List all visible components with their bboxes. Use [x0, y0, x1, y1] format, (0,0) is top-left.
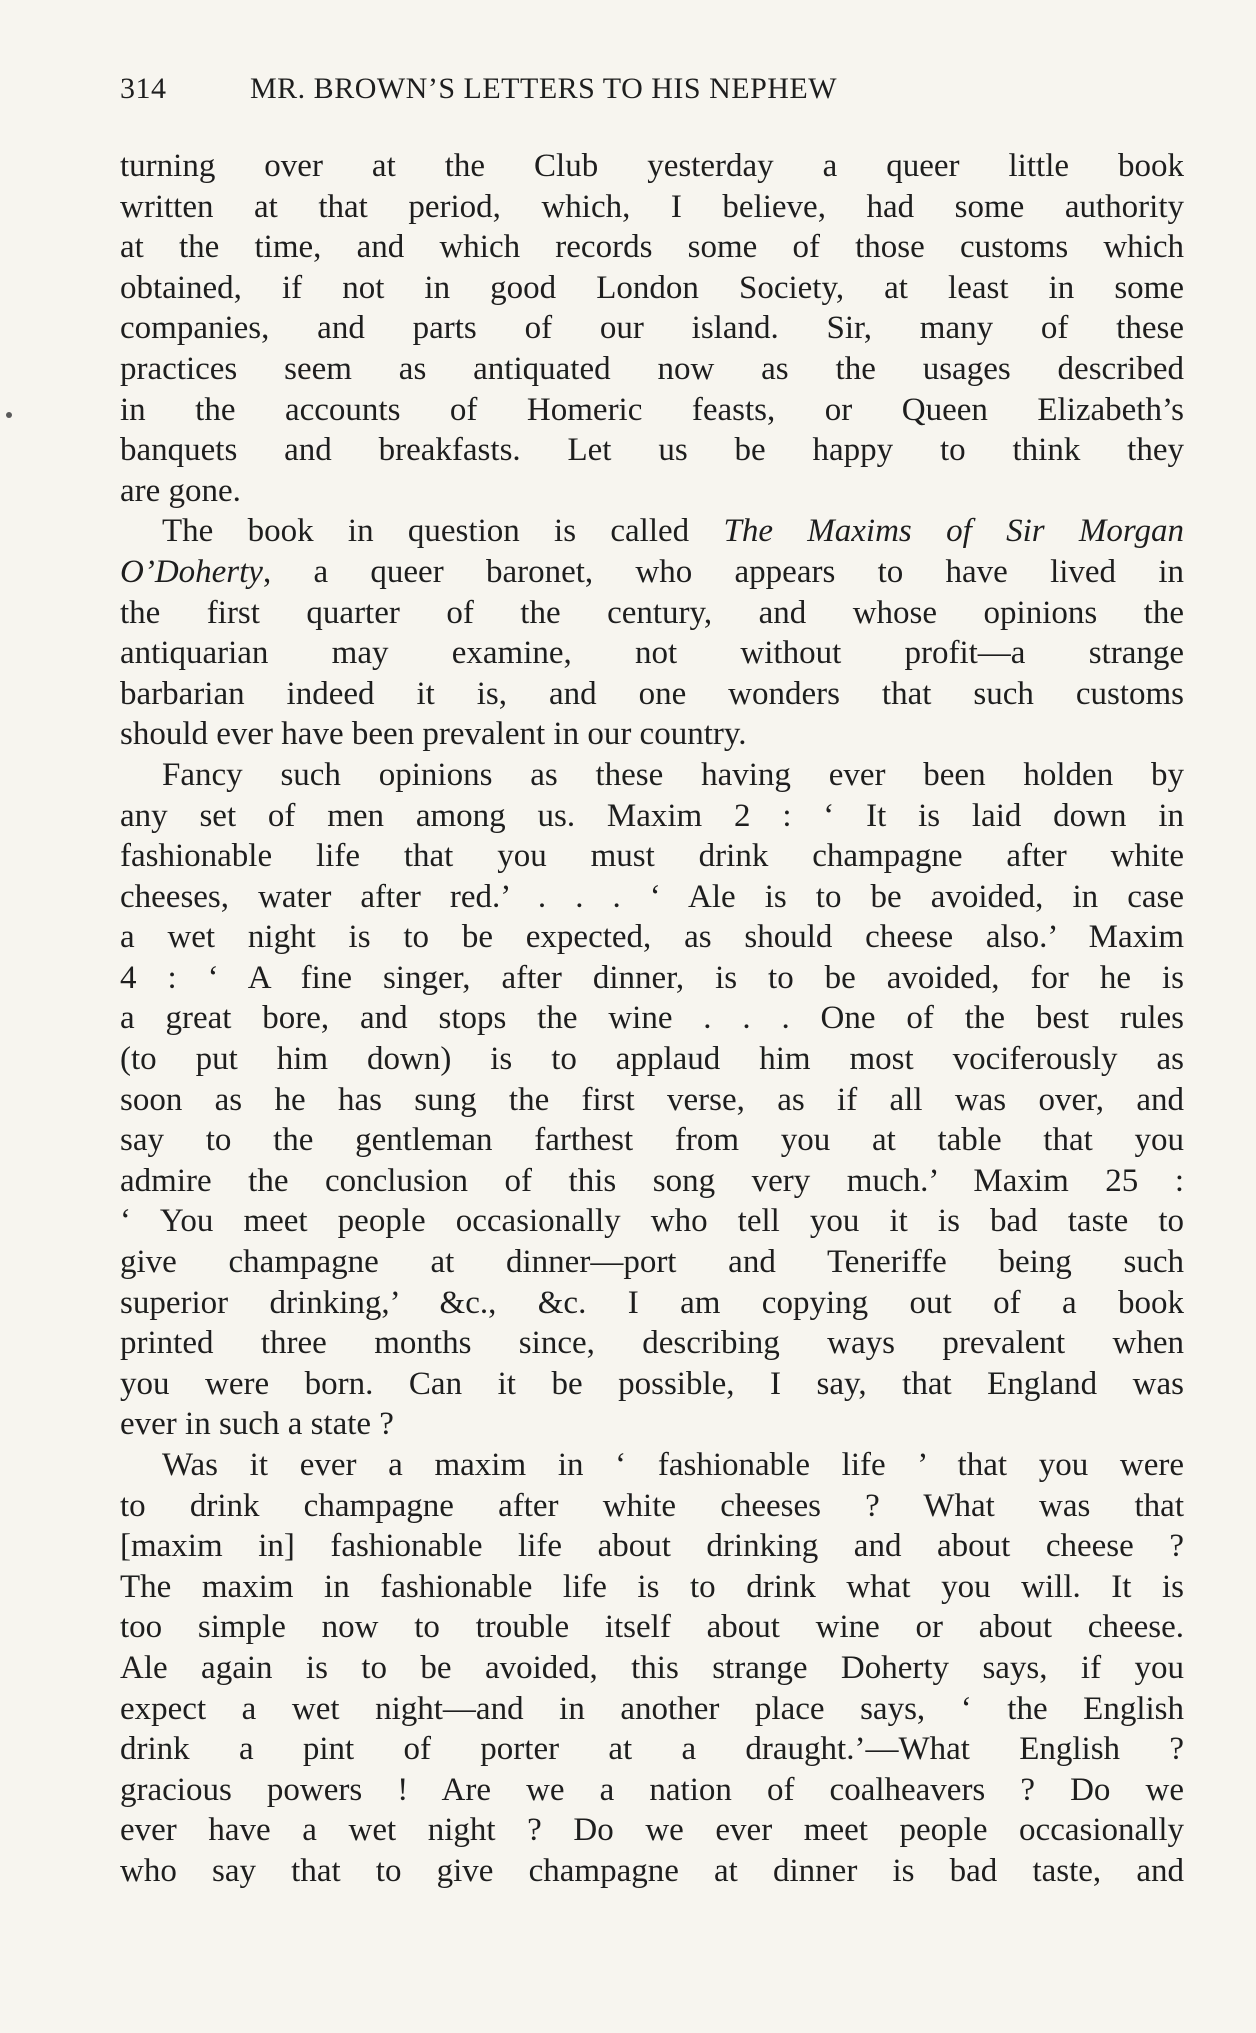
text-line: give champagne at dinner—port and Teneriffe being such [120, 1244, 1184, 1281]
text-line: at the time, and which records some of those customs which [120, 229, 1184, 266]
text-line: should ever have been prevalent in our country. [120, 716, 747, 753]
text-line: written at that period, which, I believe, had some authority [120, 188, 1184, 225]
text-line: Fancy such opinions as these having ever been holden by [162, 756, 1184, 793]
text-line: 4 : ‘ A fine singer, after dinner, is to be avoided, for he is [120, 959, 1184, 996]
running-head [120, 72, 1180, 112]
text-line: soon as he has sung the first verse, as if all was over, and [120, 1081, 1184, 1118]
text-line: expect a wet night—and in another place says, ‘ the English [120, 1690, 1184, 1727]
text-line: in the accounts of Homeric feasts, or Queen Elizabeth’s [120, 391, 1184, 428]
margin-dot-mark [6, 412, 12, 418]
text-span: The book in question is called [162, 513, 724, 550]
text-line: too simple now to trouble itself about wine or about cheese. [120, 1609, 1184, 1646]
book-title-italic: The Maxims of Sir Morgan [723, 513, 1185, 550]
text-line: any set of men among us. Maxim 2 : ‘ It is laid down in [120, 797, 1184, 834]
text-line: (to put him down) is to applaud him most vociferously as [120, 1041, 1184, 1078]
text-line: the first quarter of the century, and whose opinions the [120, 594, 1184, 631]
text-line: Was it ever a maxim in ‘ fashionable life ’ that you were [162, 1447, 1184, 1483]
text-line: banquets and breakfasts. Let us be happy to think they [120, 432, 1184, 469]
text-span: , a queer baronet, who appears to have lived in [262, 553, 1184, 590]
body-text [120, 146, 1184, 1892]
text-line: antiquarian may examine, not without profit—a strange [120, 635, 1184, 672]
text-line: Ale again is to be avoided, this strange Doherty says, if you [120, 1649, 1184, 1686]
text-line: drink a pint of porter at a draught.’—What English ? [120, 1731, 1184, 1768]
text-line: superior drinking,’ &c., &c. I am copying out of a book [120, 1284, 1184, 1321]
running-title: MR. BROWN’S LETTERS TO HIS NEPHEW [250, 72, 838, 105]
text-line: admire the conclusion of this song very much.’ Maxim 25 : [120, 1162, 1184, 1199]
text-line: The maxim in fashionable life is to drink what you will. It is [120, 1568, 1184, 1605]
text-line: you were born. Can it be possible, I say, that England was [120, 1365, 1184, 1402]
text-line: turning over at the Club yesterday a queer little book [120, 148, 1184, 184]
text-line: printed three months since, describing ways prevalent when [120, 1325, 1184, 1362]
text-line: say to the gentleman farthest from you at table that you [120, 1122, 1184, 1159]
page-number: 314 [120, 72, 167, 105]
text-line: ever in such a state ? [120, 1406, 394, 1443]
text-line: practices seem as antiquated now as the usages described [120, 350, 1184, 387]
text-line: ‘ You meet people occasionally who tell you it is bad taste to [120, 1203, 1184, 1240]
text-line: to drink champagne after white cheeses ? What was that [120, 1487, 1184, 1524]
text-line: cheeses, water after red.’ . . . ‘ Ale is to be avoided, in case [120, 878, 1184, 915]
text-line: who say that to give champagne at dinner is bad taste, and [120, 1852, 1184, 1889]
text-line: obtained, if not in good London Society, at least in some [120, 269, 1184, 306]
text-line: ever have a wet night ? Do we ever meet people occasionally [120, 1812, 1184, 1849]
text-line: [maxim in] fashionable life about drinking and about cheese ? [120, 1528, 1184, 1565]
text-line [120, 511, 1184, 552]
book-title-italic: O’Doherty [120, 553, 263, 590]
text-line [120, 552, 1184, 593]
text-line: companies, and parts of our island. Sir, many of these [120, 310, 1184, 347]
text-line: a wet night is to be expected, as should cheese also.’ Maxim [120, 919, 1184, 956]
text-line: are gone. [120, 472, 241, 509]
text-line: a great bore, and stops the wine . . . One of the best rules [120, 1000, 1184, 1037]
text-line: fashionable life that you must drink champagne after white [120, 838, 1184, 875]
text-line: gracious powers ! Are we a nation of coalheavers ? Do we [120, 1771, 1184, 1808]
text-line: barbarian indeed it is, and one wonders that such customs [120, 675, 1184, 712]
